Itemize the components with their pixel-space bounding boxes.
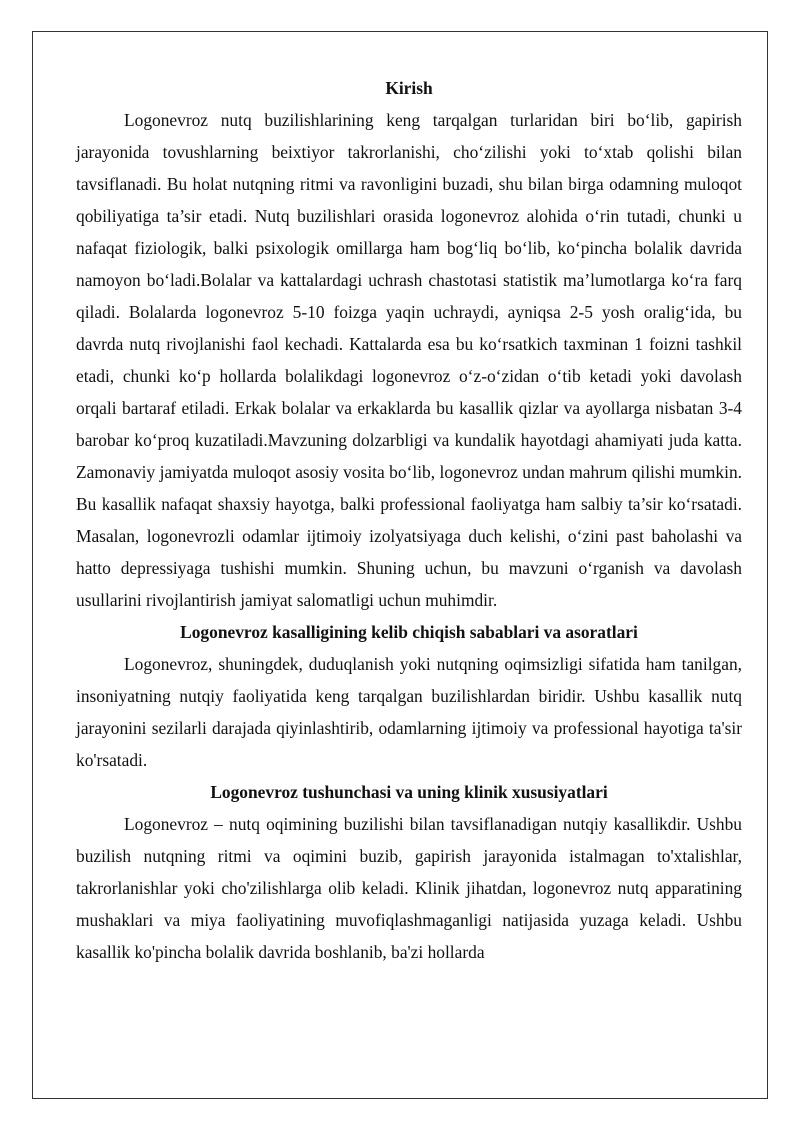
section-heading-causes: Logonevroz kasalligining kelib chiqish sabablari va asoratlari	[180, 622, 638, 642]
section-heading-clinical: Logonevroz tushunchasi va uning klinik xususiyatlari	[210, 782, 608, 802]
intro-paragraph: Logonevroz nutq buzilishlarining keng tarqalgan turlaridan biri bo‘lib, gapirish jarayonida tovushlarning beixtiyor takrorlanishi, cho‘zilishi yoki to‘xtab qolishi bilan tavsiflanadi. Bu holat nutqning ritmi va ravonligini buzadi, shu bilan birga odamning muloqot qobiliyatiga ta’sir etadi. Nutq buzilishlari orasida logonevroz alohida o‘rin tutadi, chunki u nafaqat fiziologik, balki psixologik omillarga ham bog‘liq bo‘lib, ko‘pincha bolalik davrida namoyon bo‘ladi.Bolalar va kattalardagi uchrash chastotasi statistik ma’lumotlarga ko‘ra farq qiladi. Bolalarda logonevroz 5-10 foizga yaqin uchraydi, ayniqsa 2-5 yosh oralig‘ida, bu davrda nutq rivojlanishi faol kechadi. Kattalarda esa bu ko‘rsatkich taxminan 1 foizni tashkil etadi, chunki ko‘p hollarda bolalikdagi logonevroz o‘z-o‘zidan o‘tib ketadi yoki davolash orqali bartaraf etiladi. Erkak bolalar va erkaklarda bu kasallik qizlar va ayollarga nisbatan 3-4 barobar ko‘proq kuzatiladi.Mavzuning dolzarbligi va kundalik hayotdagi ahamiyati juda katta. Zamonaviy jamiyatda muloqot asosiy vosita bo‘lib, logonevroz undan mahrum qilishi mumkin. Bu kasallik nafaqat shaxsiy hayotga, balki professional faoliyatga ham salbiy ta’sir ko‘rsatadi. Masalan, logonevrozli odamlar ijtimoiy izolyatsiyaga duch kelishi, o‘zini past baholashi va hatto depressiyaga tushishi mumkin. Shuning uchun, bu mavzuni o‘rganish va davolash usullarini rivojlantirish jamiyat salomatligi uchun muhimdir.	[76, 110, 742, 610]
clinical-paragraph: Logonevroz – nutq oqimining buzilishi bilan tavsiflanadigan nutqiy kasallikdir. Ushbu buzilish nutqning ritmi va oqimini buzib, gapirish jarayonida istalmagan to'xtalishlar, takrorlanishlar yoki cho'zilishlarga olib keladi. Klinik jihatdan, logonevroz nutq apparatining mushaklari va miya faoliyatining muvofiqlashmaganligi natijasida yuzaga keladi. Ushbu kasallik ko'pincha bolalik davrida boshlanib, ba'zi hollarda	[76, 814, 742, 962]
document-body	[76, 72, 742, 968]
causes-paragraph: Logonevroz, shuningdek, duduqlanish yoki nutqning oqimsizligi sifatida ham tanilgan, insoniyatning nutqiy faoliyatida keng tarqalgan buzilishlardan biridir. Ushbu kasallik nutq jarayonini sezilarli darajada qiyinlashtirib, odamlarning ijtimoiy va professional hayotiga ta'sir ko'rsatadi.	[76, 654, 742, 770]
document-title: Kirish	[385, 78, 433, 98]
